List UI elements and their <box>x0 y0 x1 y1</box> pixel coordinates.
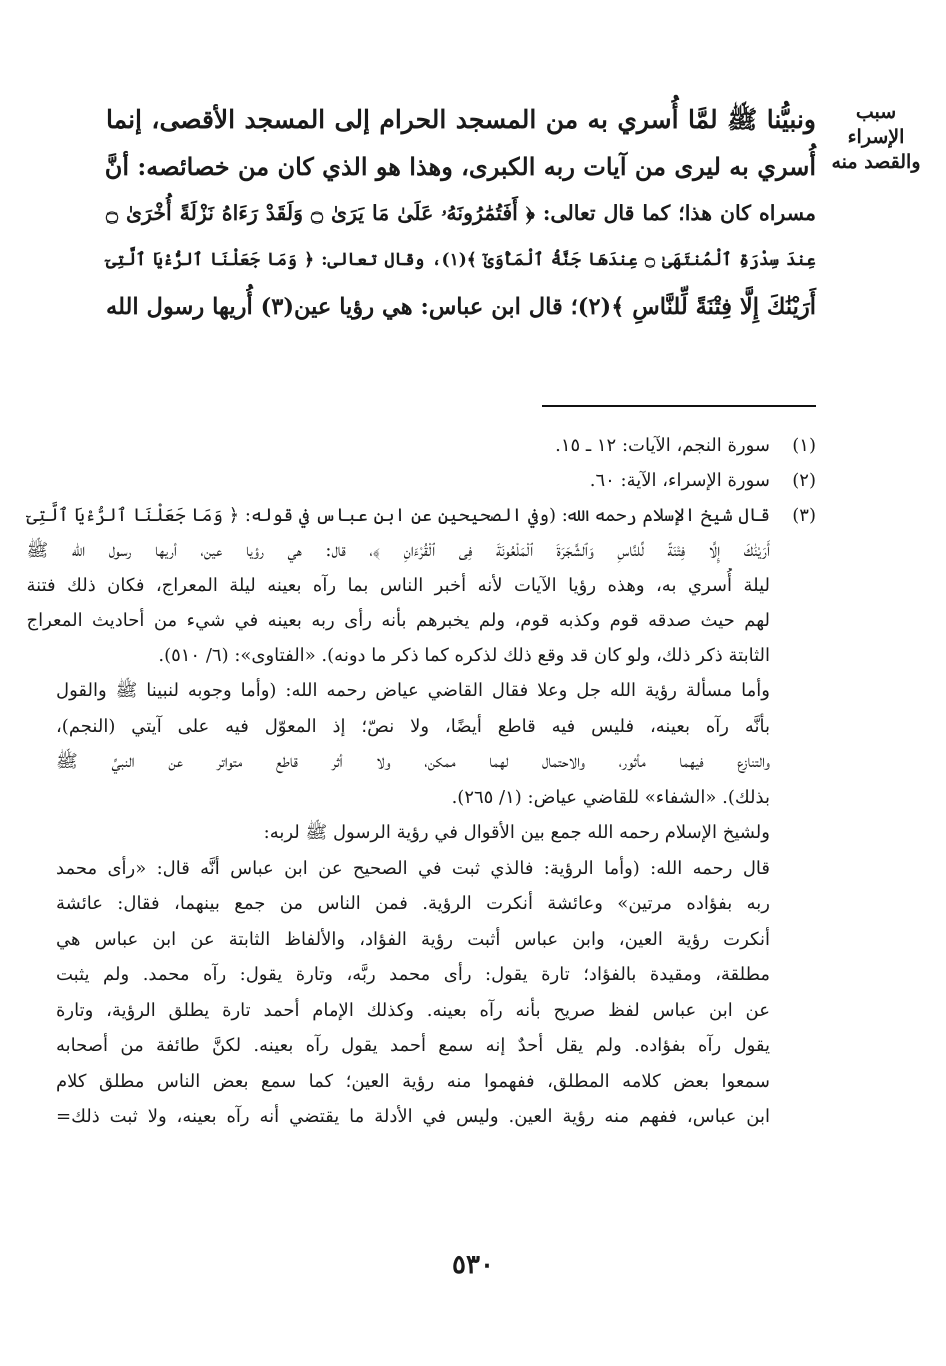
footnote-number: (٢) <box>792 470 816 491</box>
main-text-line: ونبيُّنا ﷺ لمَّا أُسري به من المسجد الحرام إلى المسجد الأقصى، إنما <box>106 105 816 134</box>
footnote-line: أَرَيْنَٰكَ إِلَّا فِتْنَةً لِّلنَّاسِ وَٱلشَّجَرَةَ ٱلْمَلْعُونَةَ فِى ٱلْقُرْءَانِ ﴾، قال: هي رؤيا عين، أريها رسول الله ﷺ <box>26 540 770 561</box>
footnote <box>26 498 816 673</box>
footnote-line: ليلة أُسري به، وهذه رؤيا الآيات لأنه أخبر الناس بما رآه بعينه ليلة المعراج، فكان ذلك فتنة <box>26 575 770 596</box>
footnote-body <box>56 463 770 498</box>
main-text-line: مسراه كان هذا؛ كما قال تعالى: ﴿ أَفَتُمَٰرُونَهُۥ عَلَىٰ مَا يَرَىٰ ۝ وَلَقَدْ رَءَاهُ نَزْلَةً أُخْرَىٰ ۝ <box>106 201 816 225</box>
footnote <box>56 463 816 498</box>
footnote-line: قال رحمه الله: (وأما الرؤية: فالذي ثبت في الصحيح عن ابن عباس أنَّه قال: «رأى محمد <box>56 857 770 879</box>
footnote-line: يقول رآه بفؤاده. ولم يقل أحدٌ إنه سمع أحمد يقول رآه بعينه. لكنَّ طائفة من أصحابه <box>56 1035 770 1056</box>
footnote-line: بأنَّه رآه بعينه، فليس فيه قاطع أيضًا، ولا نصّ؛ إذ المعوّل فيه على آيتي (النجم)، <box>56 715 770 737</box>
footnote-line: قال شيخ الإسلام رحمه الله: (وفي الصحيحين عن ابن عباس في قوله: ﴿ وَمَا جَعَلْنَا ٱلرُّءْيَا ٱلَّتِىٓ <box>26 505 770 526</box>
main-text-line: أُسري به ليرى من آيات ربه الكبرى، وهذا هو الذي كان من خصائصه: أنَّ <box>104 152 816 181</box>
footnote-line: والتنازع فيهما مأثور، والاحتمال لهما ممكن، ولا أثر قاطع متواتر عن النبيِّ ﷺ <box>56 751 770 772</box>
footnote-line: ابن عباس، ففهم منه رؤية العين. وليس في الأدلة ما يقتضي أنه رآه بعينه، ولا ثبت ذلك= <box>56 1106 770 1127</box>
margin-note-line: سبب الإسراء <box>847 101 905 148</box>
main-text <box>106 96 816 331</box>
footnote-line: سورة النجم، الآيات: ١٢ ـ ١٥. <box>555 435 770 456</box>
footnote-line: سمعوا بعض كلامه المطلق، ففهموا منه رؤية العين؛ كما سمع بعض الناس مطلق كلام <box>56 1070 770 1092</box>
main-text-line: عِندَ سِدْرَةِ ٱلْمُنتَهَىٰ ۝ عِندَهَا جَنَّةُ ٱلْمَأْوَىٰٓ ﴾(١)، وقال تعالى: ﴿ وَمَا جَعَلْنَا ٱلرُّءْيَا ٱلَّتِىٓ <box>106 250 816 270</box>
footnote-line: أنكرت رؤية العين، وابن عباس أثبت رؤية الفؤاد، والألفاظ الثابتة عن ابن عباس هي <box>56 928 770 950</box>
footnote-body <box>26 498 770 673</box>
main-text-line: أَرَيْنَٰكَ إِلَّا فِتْنَةً لِّلنَّاسِ ﴾(٢)؛ قال ابن عباس: هي رؤيا عين(٣) أُريها رسول الله <box>106 294 816 320</box>
footnote-line: وأما مسألة رؤية الله جل وعلا فقال القاضي عياض رحمه الله: (وأما وجوبه لنبينا ﷺ والقول <box>56 680 770 701</box>
page-number: ٥٣٠ <box>452 1250 494 1280</box>
footnote-number: (٣) <box>792 505 816 526</box>
margin-note <box>826 100 926 175</box>
footnote-line: سورة الإسراء، الآية: ٦٠. <box>589 470 770 491</box>
footnote-divider <box>542 405 816 407</box>
footnote-line: لهم حيث صدقه قوم وكذبه قوم، ولم يخبرهم بأنه رأى ربه بعينه في شيء من أحاديث المعراج <box>26 610 770 631</box>
footnote-continuation <box>56 673 770 1135</box>
footnote-line: بذلك). «الشفاء» للقاضي عياض: (١/ ٢٦٥). <box>451 786 770 808</box>
footnote-number: (١) <box>792 435 816 456</box>
margin-note-line: والقصد منه <box>831 151 921 173</box>
footnote-body <box>56 428 770 463</box>
footnote-line: ربه بفؤاده مرتين» وعائشة أنكرت الرؤية. فمن الناس من جمع بينهما، فقال: عائشة <box>56 893 770 914</box>
footnote-line: ولشيخ الإسلام رحمه الله جمع بين الأقوال في رؤية الرسول ﷺ لربه: <box>263 822 770 843</box>
footnote-line: الثابتة ذكر ذلك، ولو كان قد وقع ذلك لذكره كما ذكر ما دونه). «الفتاوى»: (٦/ ٥١٠). <box>158 645 770 666</box>
footnote-line: مطلقة، ومقيدة بالفؤاد؛ تارة يقول: رأى محمد ربَّه، وتارة يقول: رآه محمد. ولم يثبت <box>56 964 770 985</box>
footnote <box>56 428 816 463</box>
footnote-line: عن ابن عباس لفظ صريح بأنه رآه بعينه. وكذلك الإمام أحمد تارة يطلق الرؤية، وتارة <box>56 999 770 1021</box>
footnotes <box>26 428 816 1135</box>
